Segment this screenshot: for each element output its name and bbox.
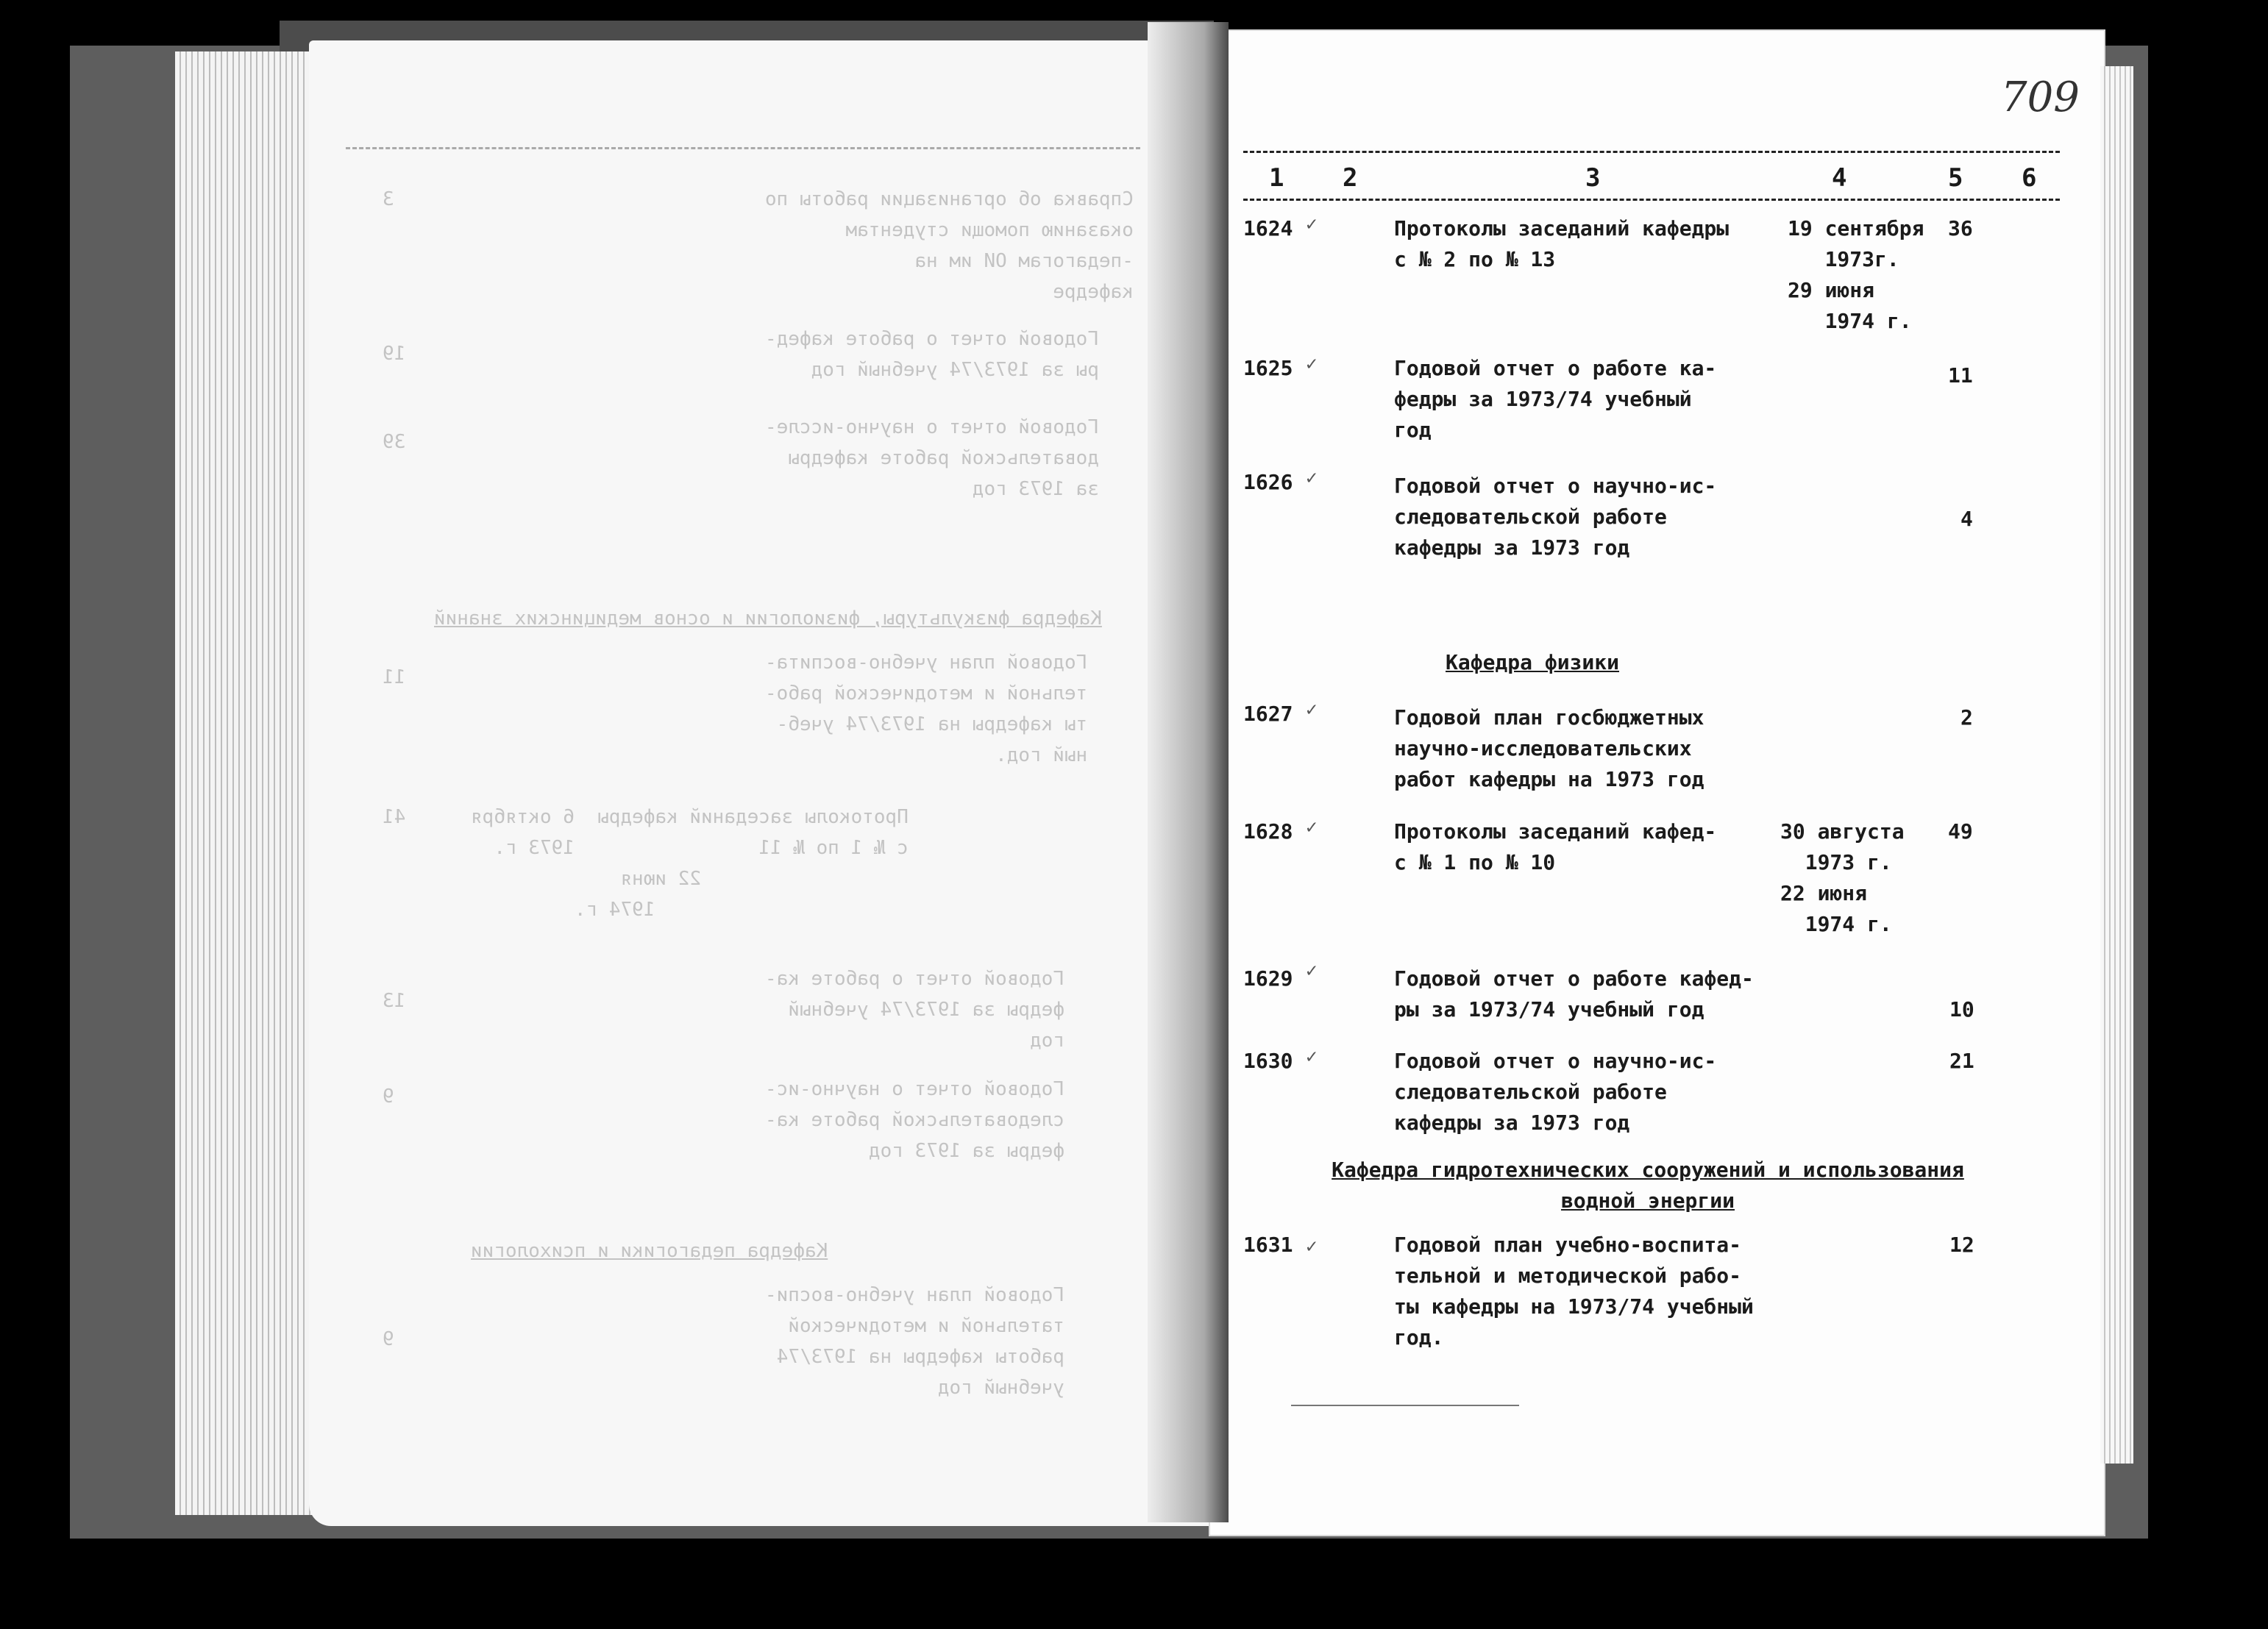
row-number: 1626 <box>1243 470 1293 494</box>
row-description: Годовой отчет о работе кафед- ры за 1973/74 учебный год <box>1394 966 1754 1022</box>
row-number: 1629 <box>1243 966 1293 991</box>
checkmark-icon: ✓ <box>1306 1236 1318 1258</box>
col-header-2: 2 <box>1343 163 1358 193</box>
row-description: Годовой отчет о научно-ис- следовательской работе кафедры за 1973 год <box>1394 1049 1717 1135</box>
row-dates: 30 августа 1973 г. 22 июня 1974 г. <box>1780 819 1905 936</box>
row-number: 1630 <box>1243 1049 1293 1073</box>
row-description: Годовой отчет о работе ка- федры за 1973/74 учебный год <box>1394 356 1717 442</box>
row-sheet-count: 2 <box>1960 705 1973 730</box>
row-number: 1628 <box>1243 819 1293 844</box>
checkmark-icon: ✓ <box>1306 213 1318 235</box>
header-rule-bottom <box>1243 199 2060 201</box>
header-rule-top <box>1243 151 2060 153</box>
col-header-4: 4 <box>1832 163 1847 193</box>
ghost-count: 11 <box>383 666 406 688</box>
ghost-entry: Справка об организации работы по оказанию помощи студентам -педагогам ОИ им на кафедре <box>765 188 1134 303</box>
ghost-count: 3 <box>383 188 394 210</box>
ghost-section: Кафедра физкультуры, физиологии и основ медицинских знаний <box>434 607 1102 630</box>
row-sheet-count: 12 <box>1949 1233 1974 1257</box>
row-description: Годовой план учебно-воспита- тельной и методической рабо- ты кафедры на 1973/74 учебный год. <box>1394 1233 1754 1350</box>
col-header-3: 3 <box>1585 163 1601 193</box>
ghost-count: 9 <box>383 1086 394 1108</box>
ghost-count: 39 <box>383 431 406 453</box>
book-gutter <box>1148 22 1229 1522</box>
checkmark-icon: ✓ <box>1306 960 1318 982</box>
col-header-6: 6 <box>2022 163 2037 193</box>
checkmark-icon: ✓ <box>1306 1046 1318 1068</box>
row-sheet-count: 49 <box>1948 819 1973 844</box>
row-description: Протоколы заседаний кафед- с № 1 по № 10 <box>1394 819 1717 874</box>
row-number: 1627 <box>1243 702 1293 726</box>
row-sheet-count: 4 <box>1960 507 1973 531</box>
section-heading-hydro: Кафедра гидротехнических сооружений и использования водной энергии <box>1332 1158 1964 1213</box>
ghost-entry: Годовой отчет о научно-иссле- довательской работе кафедры за 1973 год <box>765 416 1099 500</box>
row-number: 1631 <box>1243 1233 1293 1257</box>
row-sheet-count: 11 <box>1948 363 1973 388</box>
row-description: Годовой план госбюджетных научно-исследовательских работ кафедры на 1973 год <box>1394 705 1704 791</box>
row-description: Протоколы заседаний кафедры с № 2 по № 13 <box>1394 216 1730 271</box>
section-heading-physics: Кафедра физики <box>1446 650 1620 674</box>
row-dates: 19 сентября 1973г. 29 июня 1974 г. <box>1788 216 1924 333</box>
page-edges-right <box>2100 66 2133 1464</box>
ghost-header-rule <box>346 147 1140 149</box>
col-header-5: 5 <box>1948 163 1963 193</box>
row-sheet-count: 36 <box>1948 216 1973 240</box>
row-description: Годовой отчет о научно-ис- следовательской работе кафедры за 1973 год <box>1394 474 1717 560</box>
ghost-entry: Годовой план учебно-воспи- тательной и методической работы кафедры на 1973/74 учебный год <box>765 1284 1064 1399</box>
ghost-count: 19 <box>383 343 406 365</box>
ghost-section: Кафедра педагогики и психологии <box>471 1240 828 1262</box>
ghost-count: 13 <box>383 990 406 1012</box>
ghost-entry: Годовой отчет о научно-ис- следовательской работе ка- федры за 1973 год <box>765 1078 1064 1162</box>
ghost-entry: Годовой отчет о работе кафед- ры за 1973/74 учебный год <box>765 328 1099 381</box>
ghost-entry: Годовой план учебно-воспита- тельной и методической рабо- ты кафедры на 1973/74 учеб- ный год. <box>765 652 1088 766</box>
ghost-count: 41 <box>383 806 406 828</box>
ghost-entry: Годовой отчет о работе ка- федры за 1973/74 учебный год <box>765 968 1064 1052</box>
row-number: 1624 <box>1243 216 1293 240</box>
checkmark-icon: ✓ <box>1306 353 1318 375</box>
closing-rule <box>1291 1405 1519 1406</box>
row-number: 1625 <box>1243 356 1293 380</box>
col-header-1: 1 <box>1269 163 1284 193</box>
ghost-entry: Протоколы заседаний кафедры 6 октября с № 1 по № 11 1973 г. 22 июня 1974 г. <box>471 806 909 921</box>
checkmark-icon: ✓ <box>1306 699 1318 721</box>
row-sheet-count: 10 <box>1949 997 1974 1022</box>
page-number: 709 <box>2001 74 2080 121</box>
left-page-bleedthrough <box>324 132 1140 1471</box>
checkmark-icon: ✓ <box>1306 816 1318 838</box>
checkmark-icon: ✓ <box>1306 467 1318 489</box>
ghost-count: 9 <box>383 1328 394 1350</box>
row-sheet-count: 21 <box>1949 1049 1974 1073</box>
